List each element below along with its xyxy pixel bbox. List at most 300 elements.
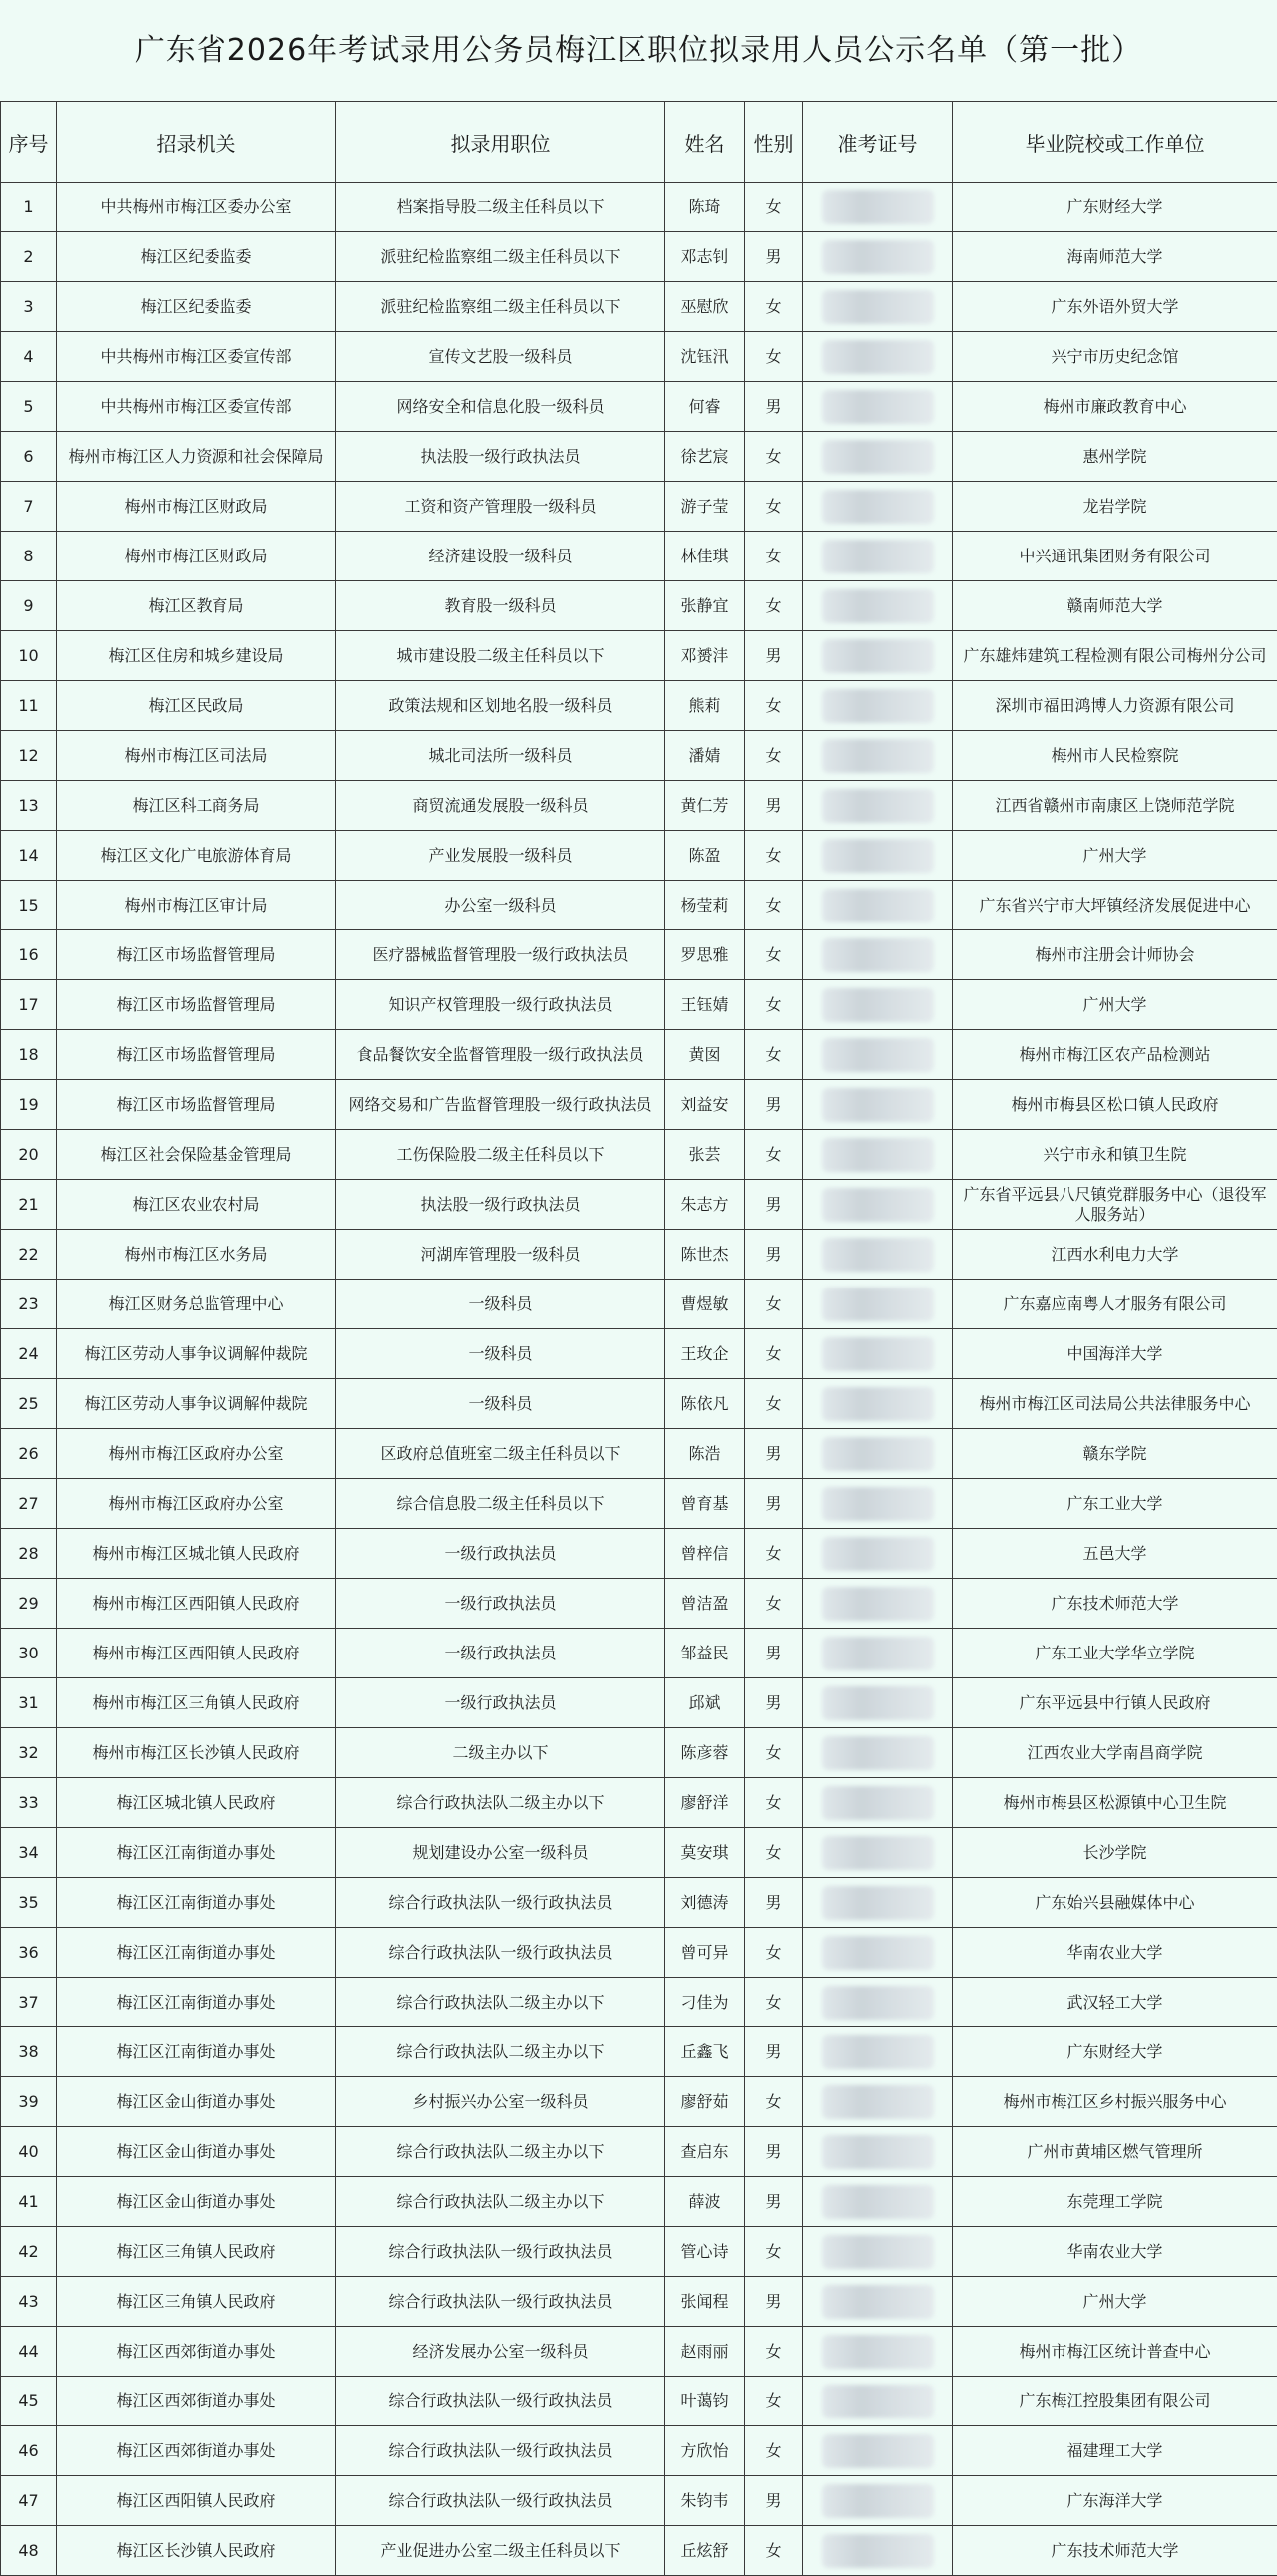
cell-gender: 女 [745, 930, 803, 980]
cell-name: 曾洁盈 [665, 1579, 745, 1629]
cell-no: 15 [1, 881, 57, 930]
cell-school: 梅州市注册会计师协会 [953, 930, 1277, 980]
cell-no: 1 [1, 183, 57, 232]
cell-agency: 梅江区纪委监委 [57, 282, 336, 332]
redacted-blur [822, 2085, 934, 2119]
cell-position: 网络交易和广告监督管理股一级行政执法员 [336, 1080, 665, 1130]
cell-agency: 梅江区民政局 [57, 681, 336, 731]
table-row [1, 1329, 1277, 1379]
cell-exam-number [803, 2077, 953, 2127]
cell-gender: 女 [745, 2426, 803, 2476]
cell-name: 邱斌 [665, 1678, 745, 1728]
cell-no: 13 [1, 781, 57, 831]
cell-name: 熊莉 [665, 681, 745, 731]
redacted-blur [822, 490, 934, 524]
redacted-blur [822, 240, 934, 274]
cell-name: 曾梓信 [665, 1529, 745, 1579]
redacted-blur [822, 2434, 934, 2468]
cell-no: 16 [1, 930, 57, 980]
cell-gender: 男 [745, 2177, 803, 2227]
redacted-blur [822, 2385, 934, 2418]
cell-no: 30 [1, 1629, 57, 1678]
cell-school: 梅州市梅江区统计普查中心 [953, 2327, 1277, 2377]
cell-gender: 女 [745, 1928, 803, 1978]
cell-name: 陈彦蓉 [665, 1728, 745, 1778]
cell-agency: 中共梅州市梅江区委办公室 [57, 183, 336, 232]
cell-school: 广东技术师范大学 [953, 2526, 1277, 2576]
table-row [1, 2426, 1277, 2476]
cell-name: 朱志方 [665, 1180, 745, 1230]
cell-position: 综合行政执法队一级行政执法员 [336, 1878, 665, 1928]
cell-position: 经济建设股一级科员 [336, 532, 665, 581]
cell-name: 何睿 [665, 382, 745, 432]
cell-exam-number [803, 1529, 953, 1579]
cell-position: 档案指导股二级主任科员以下 [336, 183, 665, 232]
cell-position: 一级行政执法员 [336, 1629, 665, 1678]
cell-exam-number [803, 432, 953, 482]
cell-agency: 梅江区城北镇人民政府 [57, 1778, 336, 1828]
cell-no: 46 [1, 2426, 57, 2476]
cell-agency: 梅江区西郊街道办事处 [57, 2377, 336, 2426]
redacted-blur [822, 1587, 934, 1621]
table-row [1, 1180, 1277, 1230]
cell-school: 广东技术师范大学 [953, 1579, 1277, 1629]
table-row [1, 532, 1277, 581]
cell-agency: 梅江区江南街道办事处 [57, 2027, 336, 2077]
cell-gender: 女 [745, 1329, 803, 1379]
cell-no: 2 [1, 232, 57, 282]
cell-position: 综合行政执法队二级主办以下 [336, 2177, 665, 2227]
cell-agency: 梅州市梅江区财政局 [57, 482, 336, 532]
cell-gender: 女 [745, 1828, 803, 1878]
cell-school: 广东平远县中行镇人民政府 [953, 1678, 1277, 1728]
cell-exam-number [803, 2227, 953, 2277]
cell-exam-number [803, 332, 953, 382]
cell-name: 陈盈 [665, 831, 745, 881]
cell-name: 王钰婧 [665, 980, 745, 1030]
cell-gender: 女 [745, 581, 803, 631]
table-row [1, 2227, 1277, 2277]
cell-school: 赣东学院 [953, 1429, 1277, 1479]
cell-position: 一级行政执法员 [336, 1678, 665, 1728]
header-row [1, 102, 1277, 183]
table-row [1, 1878, 1277, 1928]
cell-gender: 男 [745, 2277, 803, 2327]
cell-exam-number [803, 1230, 953, 1280]
cell-school: 海南师范大学 [953, 232, 1277, 282]
cell-position: 派驻纪检监察组二级主任科员以下 [336, 232, 665, 282]
cell-agency: 梅江区西郊街道办事处 [57, 2426, 336, 2476]
cell-school: 赣南师范大学 [953, 581, 1277, 631]
cell-gender: 男 [745, 1629, 803, 1678]
cell-agency: 中共梅州市梅江区委宣传部 [57, 332, 336, 382]
redacted-blur [822, 1288, 934, 1321]
cell-agency: 梅江区长沙镇人民政府 [57, 2526, 336, 2576]
cell-school: 梅州市梅江区乡村振兴服务中心 [953, 2077, 1277, 2127]
table-row [1, 2526, 1277, 2576]
header-no: 序号 [1, 102, 57, 183]
table-row [1, 1678, 1277, 1728]
cell-agency: 梅江区西郊街道办事处 [57, 2327, 336, 2377]
cell-no: 42 [1, 2227, 57, 2277]
table-row [1, 2327, 1277, 2377]
cell-gender: 女 [745, 2377, 803, 2426]
cell-school: 惠州学院 [953, 432, 1277, 482]
cell-position: 知识产权管理股一级行政执法员 [336, 980, 665, 1030]
cell-position: 教育股一级科员 [336, 581, 665, 631]
cell-school: 广东梅江控股集团有限公司 [953, 2377, 1277, 2426]
cell-no: 14 [1, 831, 57, 881]
table-row [1, 2177, 1277, 2227]
cell-no: 10 [1, 631, 57, 681]
redacted-blur [822, 1836, 934, 1870]
cell-gender: 男 [745, 1678, 803, 1728]
redacted-blur [822, 1038, 934, 1072]
table-row [1, 1928, 1277, 1978]
cell-position: 城北司法所一级科员 [336, 731, 665, 781]
cell-school: 中国海洋大学 [953, 1329, 1277, 1379]
cell-name: 丘炫舒 [665, 2526, 745, 2576]
cell-gender: 女 [745, 432, 803, 482]
cell-exam-number [803, 482, 953, 532]
cell-gender: 男 [745, 2476, 803, 2526]
table-row [1, 1080, 1277, 1130]
cell-agency: 梅州市梅江区水务局 [57, 1230, 336, 1280]
cell-no: 18 [1, 1030, 57, 1080]
table-row [1, 831, 1277, 881]
cell-school: 梅州市梅县区松口镇人民政府 [953, 1080, 1277, 1130]
cell-name: 方欣怡 [665, 2426, 745, 2476]
cell-school: 深圳市福田鸿博人力资源有限公司 [953, 681, 1277, 731]
cell-gender: 女 [745, 1579, 803, 1629]
cell-no: 48 [1, 2526, 57, 2576]
cell-name: 刘德涛 [665, 1878, 745, 1928]
table-row [1, 2476, 1277, 2526]
cell-position: 一级科员 [336, 1379, 665, 1429]
cell-agency: 梅州市梅江区审计局 [57, 881, 336, 930]
cell-gender: 女 [745, 1030, 803, 1080]
cell-exam-number [803, 1080, 953, 1130]
cell-gender: 女 [745, 482, 803, 532]
cell-name: 赵雨丽 [665, 2327, 745, 2377]
cell-no: 17 [1, 980, 57, 1030]
cell-name: 徐艺宸 [665, 432, 745, 482]
cell-gender: 女 [745, 881, 803, 930]
cell-exam-number [803, 532, 953, 581]
cell-name: 王玫企 [665, 1329, 745, 1379]
cell-exam-number [803, 2277, 953, 2327]
cell-gender: 男 [745, 781, 803, 831]
cell-school: 广东雄炜建筑工程检测有限公司梅州分公司 [953, 631, 1277, 681]
cell-agency: 梅江区江南街道办事处 [57, 1828, 336, 1878]
cell-agency: 梅州市梅江区人力资源和社会保障局 [57, 432, 336, 482]
cell-agency: 梅江区三角镇人民政府 [57, 2227, 336, 2277]
cell-name: 潘婧 [665, 731, 745, 781]
cell-no: 45 [1, 2377, 57, 2426]
cell-no: 22 [1, 1230, 57, 1280]
cell-no: 44 [1, 2327, 57, 2377]
table-row [1, 2027, 1277, 2077]
cell-name: 薛波 [665, 2177, 745, 2227]
cell-school: 江西省赣州市南康区上饶师范学院 [953, 781, 1277, 831]
cell-gender: 女 [745, 2526, 803, 2576]
cell-name: 陈世杰 [665, 1230, 745, 1280]
redacted-blur [822, 589, 934, 623]
page-title: 广东省2026年考试录用公务员梅江区职位拟录用人员公示名单（第一批） [0, 0, 1277, 102]
redacted-blur [822, 1786, 934, 1820]
cell-no: 11 [1, 681, 57, 731]
cell-agency: 梅州市梅江区司法局 [57, 731, 336, 781]
cell-exam-number [803, 930, 953, 980]
cell-agency: 梅州市梅江区西阳镇人民政府 [57, 1579, 336, 1629]
cell-name: 黄仁芳 [665, 781, 745, 831]
cell-no: 41 [1, 2177, 57, 2227]
cell-no: 28 [1, 1529, 57, 1579]
redacted-blur [822, 639, 934, 673]
cell-name: 邓志钊 [665, 232, 745, 282]
cell-exam-number [803, 1678, 953, 1728]
cell-position: 综合行政执法队一级行政执法员 [336, 1928, 665, 1978]
cell-name: 朱钧韦 [665, 2476, 745, 2526]
cell-gender: 女 [745, 532, 803, 581]
redacted-blur [822, 1637, 934, 1670]
cell-agency: 梅江区纪委监委 [57, 232, 336, 282]
cell-no: 39 [1, 2077, 57, 2127]
cell-school: 广东省兴宁市大坪镇经济发展促进中心 [953, 881, 1277, 930]
cell-gender: 女 [745, 1728, 803, 1778]
cell-agency: 梅江区江南街道办事处 [57, 1978, 336, 2027]
redacted-blur [822, 2534, 934, 2568]
cell-position: 经济发展办公室一级科员 [336, 2327, 665, 2377]
cell-position: 区政府总值班室二级主任科员以下 [336, 1429, 665, 1479]
cell-gender: 女 [745, 1978, 803, 2027]
cell-agency: 梅江区市场监督管理局 [57, 1030, 336, 1080]
table-row [1, 881, 1277, 930]
table-row [1, 1280, 1277, 1329]
cell-exam-number [803, 831, 953, 881]
cell-agency: 梅江区金山街道办事处 [57, 2127, 336, 2177]
cell-position: 执法股一级行政执法员 [336, 432, 665, 482]
cell-gender: 女 [745, 2077, 803, 2127]
header-gender: 性别 [745, 102, 803, 183]
redacted-blur [822, 1487, 934, 1521]
cell-agency: 梅江区教育局 [57, 581, 336, 631]
cell-agency: 梅江区劳动人事争议调解仲裁院 [57, 1379, 336, 1429]
cell-school: 梅州市梅江区司法局公共法律服务中心 [953, 1379, 1277, 1429]
cell-gender: 女 [745, 282, 803, 332]
cell-exam-number [803, 1978, 953, 2027]
cell-school: 华南农业大学 [953, 2227, 1277, 2277]
cell-name: 陈依凡 [665, 1379, 745, 1429]
cell-school: 梅州市人民检察院 [953, 731, 1277, 781]
cell-exam-number [803, 2377, 953, 2426]
cell-school: 广东海洋大学 [953, 2476, 1277, 2526]
cell-school: 江西水利电力大学 [953, 1230, 1277, 1280]
cell-school: 五邑大学 [953, 1529, 1277, 1579]
table-row [1, 1030, 1277, 1080]
table-row [1, 2277, 1277, 2327]
redacted-blur [822, 2235, 934, 2269]
table-row [1, 1978, 1277, 2027]
cell-name: 刘益安 [665, 1080, 745, 1130]
cell-no: 19 [1, 1080, 57, 1130]
cell-no: 35 [1, 1878, 57, 1928]
cell-school: 广东财经大学 [953, 2027, 1277, 2077]
cell-no: 23 [1, 1280, 57, 1329]
cell-agency: 梅州市梅江区城北镇人民政府 [57, 1529, 336, 1579]
cell-name: 曾可异 [665, 1928, 745, 1978]
table-row [1, 681, 1277, 731]
cell-no: 7 [1, 482, 57, 532]
header-school: 毕业院校或工作单位 [953, 102, 1277, 183]
cell-name: 廖舒洋 [665, 1778, 745, 1828]
cell-exam-number [803, 2426, 953, 2476]
redacted-blur [822, 1387, 934, 1421]
cell-position: 商贸流通发展股一级科员 [336, 781, 665, 831]
cell-agency: 梅州市梅江区三角镇人民政府 [57, 1678, 336, 1728]
cell-gender: 女 [745, 1529, 803, 1579]
table-row [1, 1429, 1277, 1479]
cell-gender: 男 [745, 2127, 803, 2177]
cell-name: 刁佳为 [665, 1978, 745, 2027]
cell-name: 林佳琪 [665, 532, 745, 581]
cell-name: 沈钰汛 [665, 332, 745, 382]
cell-no: 21 [1, 1180, 57, 1230]
cell-no: 6 [1, 432, 57, 482]
cell-gender: 女 [745, 2227, 803, 2277]
cell-agency: 梅州市梅江区长沙镇人民政府 [57, 1728, 336, 1778]
cell-exam-number [803, 2177, 953, 2227]
redacted-blur [822, 190, 934, 224]
cell-agency: 梅州市梅江区政府办公室 [57, 1479, 336, 1529]
redacted-blur [822, 1686, 934, 1720]
cell-gender: 男 [745, 1429, 803, 1479]
cell-position: 一级行政执法员 [336, 1579, 665, 1629]
cell-gender: 女 [745, 1130, 803, 1180]
table-row [1, 980, 1277, 1030]
cell-agency: 梅江区市场监督管理局 [57, 1080, 336, 1130]
redacted-blur [822, 340, 934, 374]
table-row [1, 432, 1277, 482]
header-exam-number: 准考证号 [803, 102, 953, 183]
cell-gender: 女 [745, 2327, 803, 2377]
cell-name: 莫安琪 [665, 1828, 745, 1878]
cell-exam-number [803, 1329, 953, 1379]
cell-no: 3 [1, 282, 57, 332]
cell-agency: 梅州市梅江区政府办公室 [57, 1429, 336, 1479]
cell-no: 37 [1, 1978, 57, 2027]
cell-exam-number [803, 2526, 953, 2576]
cell-no: 31 [1, 1678, 57, 1728]
redacted-blur [822, 2185, 934, 2219]
cell-exam-number [803, 1928, 953, 1978]
cell-gender: 男 [745, 1180, 803, 1230]
cell-name: 张闻程 [665, 2277, 745, 2327]
redacted-blur [822, 390, 934, 424]
cell-position: 派驻纪检监察组二级主任科员以下 [336, 282, 665, 332]
table-row [1, 1728, 1277, 1778]
cell-position: 乡村振兴办公室一级科员 [336, 2077, 665, 2127]
cell-exam-number [803, 232, 953, 282]
cell-name: 黄囡 [665, 1030, 745, 1080]
cell-position: 政策法规和区划地名股一级科员 [336, 681, 665, 731]
redacted-blur [822, 689, 934, 723]
cell-name: 曾育基 [665, 1479, 745, 1529]
cell-exam-number [803, 980, 953, 1030]
table-row [1, 930, 1277, 980]
cell-name: 丘鑫飞 [665, 2027, 745, 2077]
cell-no: 24 [1, 1329, 57, 1379]
redacted-blur [822, 1936, 934, 1970]
cell-agency: 梅州市梅江区西阳镇人民政府 [57, 1629, 336, 1678]
cell-school: 中兴通讯集团财务有限公司 [953, 532, 1277, 581]
cell-name: 邹益民 [665, 1629, 745, 1678]
redacted-blur [822, 440, 934, 474]
cell-position: 一级行政执法员 [336, 1529, 665, 1579]
cell-school: 广东嘉应南粤人才服务有限公司 [953, 1280, 1277, 1329]
cell-name: 邓赟沣 [665, 631, 745, 681]
cell-name: 陈琦 [665, 183, 745, 232]
cell-gender: 女 [745, 1280, 803, 1329]
redacted-blur [822, 889, 934, 922]
cell-school: 梅州市廉政教育中心 [953, 382, 1277, 432]
cell-agency: 梅江区科工商务局 [57, 781, 336, 831]
redacted-blur [822, 1337, 934, 1371]
cell-agency: 梅江区劳动人事争议调解仲裁院 [57, 1329, 336, 1379]
cell-school: 兴宁市永和镇卫生院 [953, 1130, 1277, 1180]
cell-exam-number [803, 581, 953, 631]
cell-gender: 女 [745, 332, 803, 382]
cell-position: 综合行政执法队二级主办以下 [336, 2127, 665, 2177]
cell-school: 福建理工大学 [953, 2426, 1277, 2476]
redacted-blur [822, 2285, 934, 2319]
cell-no: 40 [1, 2127, 57, 2177]
cell-exam-number [803, 631, 953, 681]
cell-gender: 男 [745, 232, 803, 282]
header-name: 姓名 [665, 102, 745, 183]
redacted-blur [822, 839, 934, 873]
cell-no: 20 [1, 1130, 57, 1180]
redacted-blur [822, 789, 934, 823]
cell-agency: 梅江区社会保险基金管理局 [57, 1130, 336, 1180]
cell-position: 规划建设办公室一级科员 [336, 1828, 665, 1878]
cell-exam-number [803, 1280, 953, 1329]
cell-no: 47 [1, 2476, 57, 2526]
cell-gender: 男 [745, 2027, 803, 2077]
cell-exam-number [803, 731, 953, 781]
cell-no: 29 [1, 1579, 57, 1629]
cell-no: 8 [1, 532, 57, 581]
cell-name: 曹煜敏 [665, 1280, 745, 1329]
cell-position: 一级科员 [336, 1329, 665, 1379]
cell-exam-number [803, 1828, 953, 1878]
cell-position: 工资和资产管理股一级科员 [336, 482, 665, 532]
redacted-blur [822, 988, 934, 1022]
cell-school: 广东工业大学华立学院 [953, 1629, 1277, 1678]
cell-school: 兴宁市历史纪念馆 [953, 332, 1277, 382]
cell-agency: 梅江区市场监督管理局 [57, 930, 336, 980]
cell-no: 36 [1, 1928, 57, 1978]
redacted-blur [822, 938, 934, 972]
redacted-blur [822, 1736, 934, 1770]
cell-school: 梅州市梅江区农产品检测站 [953, 1030, 1277, 1080]
cell-gender: 男 [745, 1080, 803, 1130]
cell-gender: 男 [745, 1878, 803, 1928]
cell-position: 综合行政执法队一级行政执法员 [336, 2377, 665, 2426]
cell-agency: 中共梅州市梅江区委宣传部 [57, 382, 336, 432]
cell-school: 江西农业大学南昌商学院 [953, 1728, 1277, 1778]
table-row [1, 1629, 1277, 1678]
